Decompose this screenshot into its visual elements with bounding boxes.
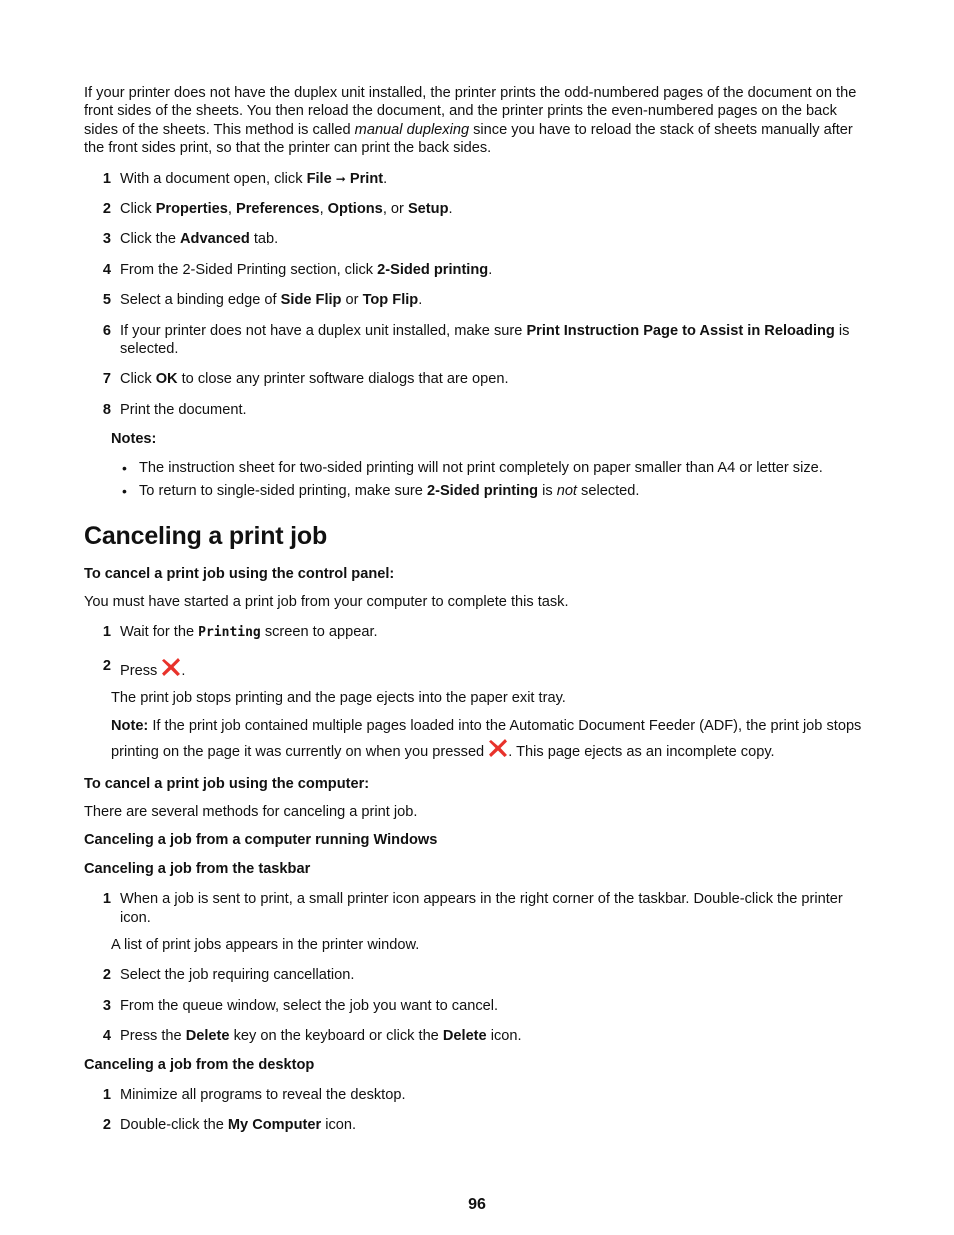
duplex-step-3: 3 Click the Advanced tab.: [84, 230, 874, 248]
duplex-step-4: 4 From the 2-Sided Printing section, click 2-Sided printing.: [84, 261, 874, 279]
panel-step-2-result: The print job stops printing and the page ejects into the paper exit tray.: [111, 690, 566, 707]
step-number: 2: [102, 1117, 111, 1134]
desktop-step-2: 2 Double-click the My Computer icon.: [84, 1116, 874, 1134]
page-number: 96: [468, 1196, 486, 1213]
notes-list: [111, 459, 874, 501]
step-number: 6: [102, 322, 111, 339]
panel-step-1: 1 Wait for the Printing screen to appear.: [84, 623, 874, 642]
section-heading: Canceling a print job: [84, 521, 328, 550]
step-number: 2: [102, 657, 111, 674]
computer-intro: There are several methods for canceling a print job.: [84, 803, 418, 820]
intro-italic: manual duplexing: [354, 121, 470, 138]
notes-label: Notes:: [111, 431, 157, 448]
taskbar-step-3: 3 From the queue window, select the job you want to cancel.: [84, 997, 874, 1015]
note-item: • The instruction sheet for two-sided printing will not print completely on paper smaller than A4 or letter size.: [111, 459, 874, 477]
taskbar-step-1: 1 When a job is sent to print, a small printer icon appears in the right corner of the taskbar. Double-click the printer icon.: [84, 890, 874, 927]
step-number: 4: [102, 261, 111, 278]
subheading-control-panel: To cancel a print job using the control panel:: [84, 565, 395, 582]
desktop-step-1: 1 Minimize all programs to reveal the desktop.: [84, 1086, 874, 1104]
document-page: [84, 84, 874, 1135]
intro-text: If your printer does not have the duplex unit installed, the printer prints the odd-numbered pages of the document on the front sides of the sheets. You then reload the document, and the printer prints the even-numbered pages on the back sides of the sheets. This method is called: [84, 85, 857, 138]
duplex-step-7: 7 Click OK to close any printer software dialogs that are open.: [84, 370, 874, 388]
step-number: 4: [102, 1028, 111, 1045]
subheading-taskbar: Canceling a job from the taskbar: [84, 860, 311, 877]
step-number: 5: [102, 292, 111, 309]
step-number: 1: [102, 891, 111, 908]
cancel-x-icon: [161, 657, 181, 677]
subheading-desktop: Canceling a job from the desktop: [84, 1056, 315, 1073]
subheading-computer: To cancel a print job using the computer:: [84, 775, 370, 792]
intro-text-2: since you have to reload the stack of sheets manually after the front sides print, so that the printer can print the back sides.: [84, 121, 853, 157]
printing-screen-label: Printing: [198, 625, 261, 641]
panel-step-2: 2 Press .: [84, 657, 874, 680]
taskbar-step-1-result: A list of print jobs appears in the printer window.: [111, 936, 420, 953]
arrow-icon: ➞: [335, 171, 346, 186]
step-number: 8: [102, 401, 111, 418]
step-number: 7: [102, 371, 111, 388]
step-number: 1: [102, 1087, 111, 1103]
subheading-windows: Canceling a job from a computer running Windows: [84, 832, 438, 849]
duplex-step-8: 8 Print the document.: [84, 401, 874, 419]
duplex-step-1: 1 With a document open, click File ➞ Print.: [84, 170, 874, 188]
duplex-step-2: 2 Click Properties, Preferences, Options, or Setup.: [84, 200, 874, 218]
step-number: 1: [102, 624, 111, 641]
intro-paragraph: [84, 84, 874, 158]
duplex-step-6: 6 If your printer does not have a duplex unit installed, make sure Print Instruction Page to Assist in Reloading is selected.: [84, 322, 874, 359]
taskbar-step-2: 2 Select the job requiring cancellation.: [84, 966, 874, 984]
taskbar-step-4: 4 Press the Delete key on the keyboard or click the Delete icon.: [84, 1027, 874, 1045]
step-number: 2: [102, 967, 111, 984]
panel-note: Note: If the print job contained multiple pages loaded into the Automatic Document Feeder (ADF), the print job stops printing on the page it was currently on when you pressed . This page ejects as an incomplete copy.: [111, 717, 862, 760]
note-item: • To return to single-sided printing, make sure 2-Sided printing is not selected.: [111, 482, 874, 500]
control-panel-intro: You must have started a print job from your computer to complete this task.: [84, 593, 569, 610]
step-number: 3: [102, 231, 111, 248]
step-number: 1: [102, 170, 111, 187]
step-number: 2: [102, 201, 111, 218]
step-number: 3: [102, 997, 111, 1014]
duplex-step-5: 5 Select a binding edge of Side Flip or Top Flip.: [84, 291, 874, 309]
cancel-x-icon: [488, 738, 508, 758]
